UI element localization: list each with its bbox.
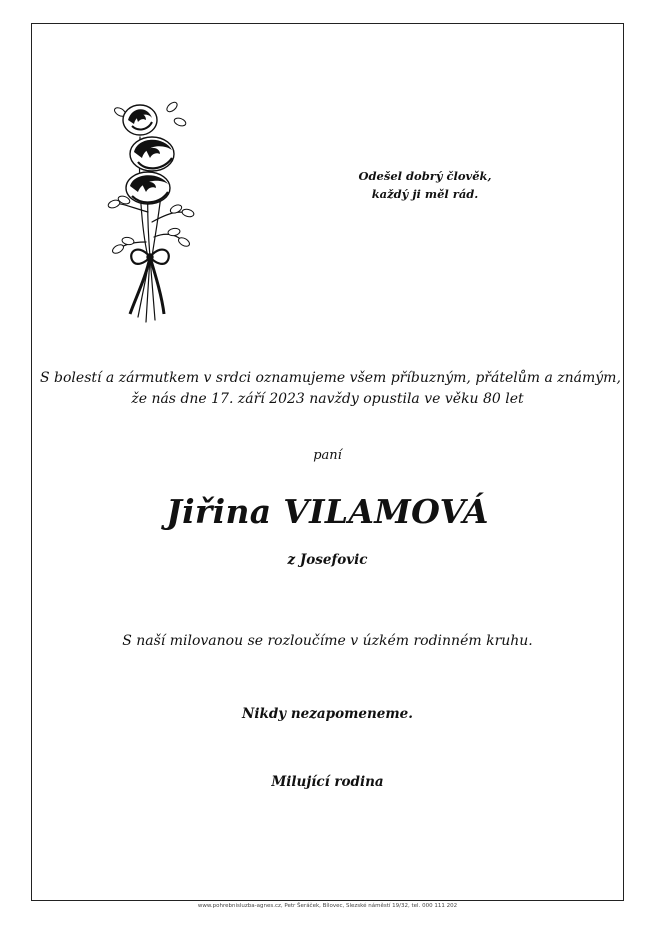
honorific-title: paní <box>313 448 342 463</box>
funeral-service-footer: www.pohrebnisluzba-agnes.cz, Petr Šeráček, Bílovec, Slezské náměstí 19/32, tel. 000 111 202 <box>197 903 458 909</box>
announcement-line-2: že nás dne 17. září 2023 navždy opustila ve věku 80 let <box>131 391 524 407</box>
quote-line-1: Odešel dobrý člověk, <box>358 169 492 183</box>
never-forget-text: Nikdy nezapomeneme. <box>242 706 413 722</box>
family-signature: Milující rodina <box>271 774 384 790</box>
deceased-origin: z Josefovic <box>287 552 368 568</box>
farewell-notice: S naší milovanou se rozloučíme v úzkém rodinném kruhu. <box>122 633 533 649</box>
death-announcement <box>40 368 621 410</box>
rose-bouquet-with-ribbon-icon <box>100 92 200 327</box>
memorial-quote <box>330 167 520 203</box>
announcement-line-1: S bolestí a zármutkem v srdci oznamujeme všem příbuzným, přátelům a známým, <box>40 370 621 386</box>
deceased-name: Jiřina VILAMOVÁ <box>166 492 489 531</box>
quote-line-2: každý ji měl rád. <box>371 187 479 201</box>
